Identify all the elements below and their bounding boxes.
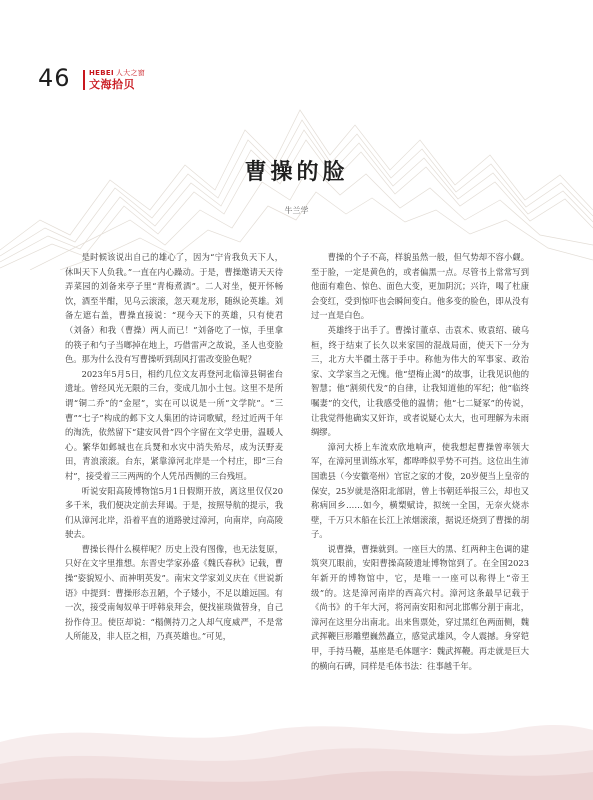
paragraph: 听说安阳高陵博物馆5月1日假期开放，离这里仅仅20多千米，我们便决定前去拜谒。于是，按照导航的提示，我们从漳河北岸，沿着平直的道路驶过漳河，向南岸，向高陵驶去。 [65, 485, 283, 540]
brand-subtitle: 人大之窗 [115, 69, 146, 77]
paragraph: 曹操长得什么模样呢？历史上没有图像，也无法复原，只好在文字里推想。东晋史学家孙盛《魏氏春秋》记载，曹操“姿貌短小、而神明英发”。南宋文学家刘义庆在《世说新语》中提到：曹操形态丑陋，个子矮小，不足以雄远国。有一次，接受南匈奴单于呼韩泉拜会，便找崔琰做替身，自己扮作侍卫。使臣却说：“榻侧持刀之人却气度威严，不是常人所能及，非人臣之相，乃真英雄也。”可见， [65, 543, 283, 642]
paragraph: 漳河大桥上车流欢欣地响声，使我想起曹操曾率领大军，在漳河里训练水军，都哗哗似乎势不可挡。这位出生沛国谯县（今安徽亳州）官宦之家的才俊，20岁便当上皇帝的保安，25岁就是洛阳北部尉，曾上书朝廷举报三公，却也又称病回乡……如今，横槊赋诗，拟统一全国，无奈火烧赤壁，千万只木船在长江上浓烟滚滚，据说还烧到了曹操的胡子。 [311, 441, 529, 540]
article-title: 曹操的脸 [244, 160, 349, 185]
article-column-right [311, 250, 529, 673]
paragraph: 说曹操，曹操就到。一座巨大的黑、红两种主色调的建筑突兀眼前，安阳曹操高陵遗址博物馆到了。在全国2023年新开的博物馆中，它，是唯一一座可以称得上“帝王级”的。这是漳河南岸的西高穴村。漳河这条最早记载于《尚书》的千年大河，将河南安阳和河北邯郸分割于南北，漳河在这里分出南北。出来售票处，穿过黑红色两面侧，魏武挥鞭巨形雕塑巍然矗立，感觉武雄风，令人震撼。身穿铠甲，手持马鞭，基座是毛体题字：魏武挥鞭。再走就是巨大的横向石碑，同样是毛体书法：往事越千年。 [311, 543, 529, 671]
paragraph: 2023年5月5日，相约几位文友再登河北临漳县铜雀台遗址。曾经风光无限的三台，变成几加小土包。这里不是所谓“铜二乔”的“金屋”，实在可以说是一所“文学院”。“三曹”“七子”构成的邺下文人集团的诗词歌赋，经过近两千年的淘洗，依然留下“建安风骨”四个字留在文学史册，温暖人心。繁华如邺城也在兵燹和水灾中消失殆尽，成为沃野麦田，青浪滚滚。台东，紧靠漳河北岸是一个村庄，即“三台村”，接受着三三两两的个人凭吊西侧的三台残垣。 [65, 368, 283, 481]
brand-logo [89, 69, 145, 77]
paragraph: 曹操的个子不高，样貌虽然一般，但气势却不容小觑。至于脸，一定是黄色的，或者偏黑一点。尽管书上常常写到他面有难色、惊色、面色大变，更加阴沉；兴许，喝了杜康会变红，受到惊吓也会瞬间变白。他多变的脸色，即从没有过一直是白色。 [311, 252, 529, 321]
article-author: 牛兰学 [284, 206, 309, 215]
article-column-left [65, 250, 283, 644]
paragraph: 是时候该说出自己的雄心了，因为“宁肯我负天下人，休叫天下人负我。”一直在内心躁动。于是，曹操邀请天天待弄菜园的刘备来亭子里“青梅煮酒”。二人对坐，便开怀畅饮，酒至半酣，见乌云滚滚，忽天观龙形，随纵论英雄。刘备左遮右盖，曹操直接说：“现今天下的英雄，只有使君（刘备）和我（曹操）两人而已！”刘备吃了一惊，手里拿的筷子和勺子当啷掉在地上，巧借雷声之故说，圣人也变脸色。那为什么没有写曹操听到刮风打雷改变脸色呢？ [65, 252, 283, 365]
page-number: 46 [38, 64, 71, 92]
footer-wave-decoration [0, 680, 593, 800]
brand-name: HEBEI [89, 69, 114, 77]
column-name: 文海拾贝 [89, 78, 135, 91]
header-divider [83, 70, 85, 90]
paragraph: 英雄终于出手了。曹操讨董卓、击袁术、败袁绍、破乌桓，终于结束了长久以来家国的混战局面，使天下一分为三，北方大半疆土落于手中。称他为伟大的军事家、政治家、文学家当之无愧。他“望梅止渴”的故事，让我见识他的智慧；他“割须代发”的自律，让我知道他的军纪；他“临终嘱妻”的交代，让我感受他的温情；他“七二疑冢”的传说，让我觉得他确实又奸诈，或者说疑心太大，也可理解为未雨绸缪。 [311, 324, 529, 438]
brand-block [89, 69, 145, 91]
